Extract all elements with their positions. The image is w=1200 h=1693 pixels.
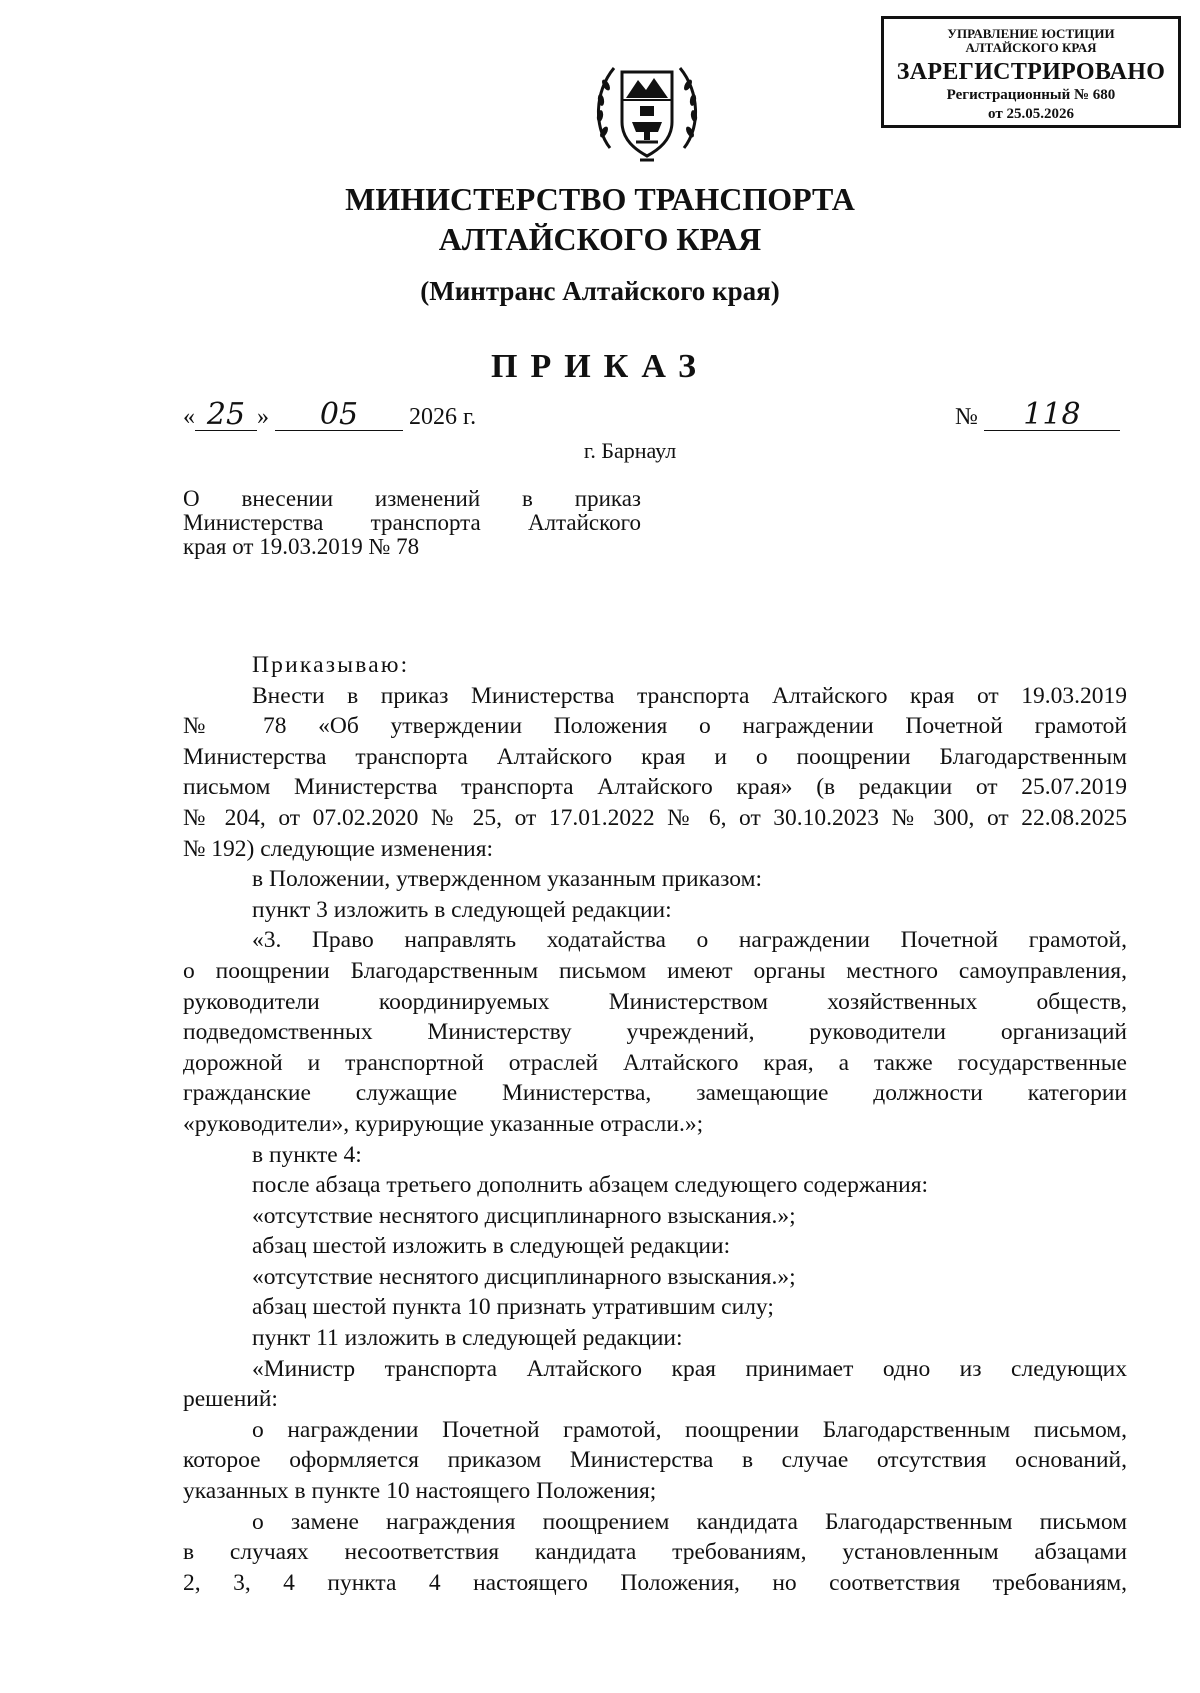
altai-krai-coat-of-arms-icon <box>588 52 706 170</box>
body-line: «отсутствие неснятого дисциплинарного взыскания.»; <box>252 1202 796 1229</box>
ministry-short-name: (Минтранс Алтайского края) <box>420 276 780 306</box>
date-year: 2026 г. <box>409 404 477 430</box>
body-line: «руководители», курирующие указанные отрасли.»; <box>183 1110 704 1137</box>
stamp-reg-date: от 25.05.2026 <box>988 106 1074 122</box>
body-line: 2, 3, 4 пункта 4 настоящего Положения, но соответствия требованиям, <box>183 1569 1127 1596</box>
body-line: о замене награждения поощрением кандидата Благодарственным письмом <box>252 1508 1127 1535</box>
order-body <box>183 650 1127 1598</box>
date-month: 05 <box>275 400 403 431</box>
order-directive: Приказываю: <box>252 652 410 678</box>
body-line: № 192) следующие изменения: <box>183 835 494 862</box>
body-line: указанных в пункте 10 настоящего Положения; <box>183 1478 657 1505</box>
subject-line: О внесении изменений в приказ <box>183 486 641 511</box>
body-line: абзац шестой пункта 10 признать утратившим силу; <box>252 1294 774 1321</box>
body-line: о награждении Почетной грамотой, поощрении Благодарственным письмом, <box>252 1416 1127 1443</box>
ministry-name-line2: АЛТАЙСКОГО КРАЯ <box>438 221 762 257</box>
body-line: после абзаца третьего дополнить абзацем следующего содержания: <box>252 1172 929 1199</box>
body-line: № 204, от 07.02.2020 № 25, от 17.01.2022 № 6, от 30.10.2023 № 300, от 22.08.2025 <box>183 804 1127 831</box>
document-type: ПРИКАЗ <box>491 348 709 385</box>
body-line: в Положении, утвержденном указанным приказом: <box>252 866 762 893</box>
body-line: Министерства транспорта Алтайского края и о поощрении Благодарственным <box>183 743 1127 770</box>
body-line: абзац шестой изложить в следующей редакции: <box>252 1233 731 1260</box>
stamp-org-line1: УПРАВЛЕНИЕ ЮСТИЦИИ <box>947 26 1115 41</box>
body-line: «отсутствие неснятого дисциплинарного взыскания.»; <box>252 1263 796 1290</box>
date-day: 25 <box>195 400 257 431</box>
stamp-org-line2: АЛТАЙСКОГО КРАЯ <box>965 40 1097 55</box>
body-line: в случаях несоответствия кандидата требованиям, установленным абзацами <box>183 1539 1127 1566</box>
body-line: решений: <box>183 1386 278 1413</box>
body-line: письмом Министерства транспорта Алтайского края» (в редакции от 25.07.2019 <box>183 774 1127 801</box>
ministry-name-line1: МИНИСТЕРСТВО ТРАНСПОРТА <box>345 181 855 217</box>
body-line: Внести в приказ Министерства транспорта Алтайского края от 19.03.2019 <box>252 682 1127 709</box>
body-line: о поощрении Благодарственным письмом имеют органы местного самоуправления, <box>183 957 1127 984</box>
subject-line: края от 19.03.2019 № 78 <box>183 534 420 559</box>
subject-line: Министерства транспорта Алтайского <box>183 510 641 535</box>
date-quote-open: « <box>183 404 195 430</box>
body-line: «Министр транспорта Алтайского края принимает одно из следующих <box>252 1355 1127 1382</box>
body-line: пункт 11 изложить в следующей редакции: <box>252 1325 683 1352</box>
order-date <box>183 397 477 432</box>
body-line: дорожной и транспортной отраслей Алтайского края, а также государственные <box>183 1049 1127 1076</box>
body-line: которое оформляется приказом Министерства в случае отсутствия оснований, <box>183 1447 1127 1474</box>
number-value: 118 <box>984 400 1120 431</box>
body-line: «3. Право направлять ходатайства о награждении Почетной грамотой, <box>252 927 1127 954</box>
body-line: в пункте 4: <box>252 1141 362 1168</box>
body-line: № 78 «Об утверждении Положения о награждении Почетной грамотой <box>183 713 1127 740</box>
body-line: руководители координируемых Министерством хозяйственных обществ, <box>183 988 1127 1015</box>
order-subject <box>183 487 641 559</box>
number-label: № <box>955 404 978 430</box>
city: г. Барнаул <box>583 438 677 463</box>
body-line: подведомственных Министерству учреждений, руководители организаций <box>183 1019 1127 1046</box>
date-quote-close: » <box>257 404 269 430</box>
body-line: пункт 3 изложить в следующей редакции: <box>252 896 672 923</box>
order-number <box>955 397 1120 432</box>
stamp-status: ЗАРЕГИСТРИРОВАНО <box>896 59 1166 85</box>
stamp-reg-number: Регистрационный № 680 <box>946 87 1116 103</box>
registration-stamp <box>881 16 1181 128</box>
body-line: гражданские служащие Министерства, замещающие должности категории <box>183 1080 1127 1107</box>
